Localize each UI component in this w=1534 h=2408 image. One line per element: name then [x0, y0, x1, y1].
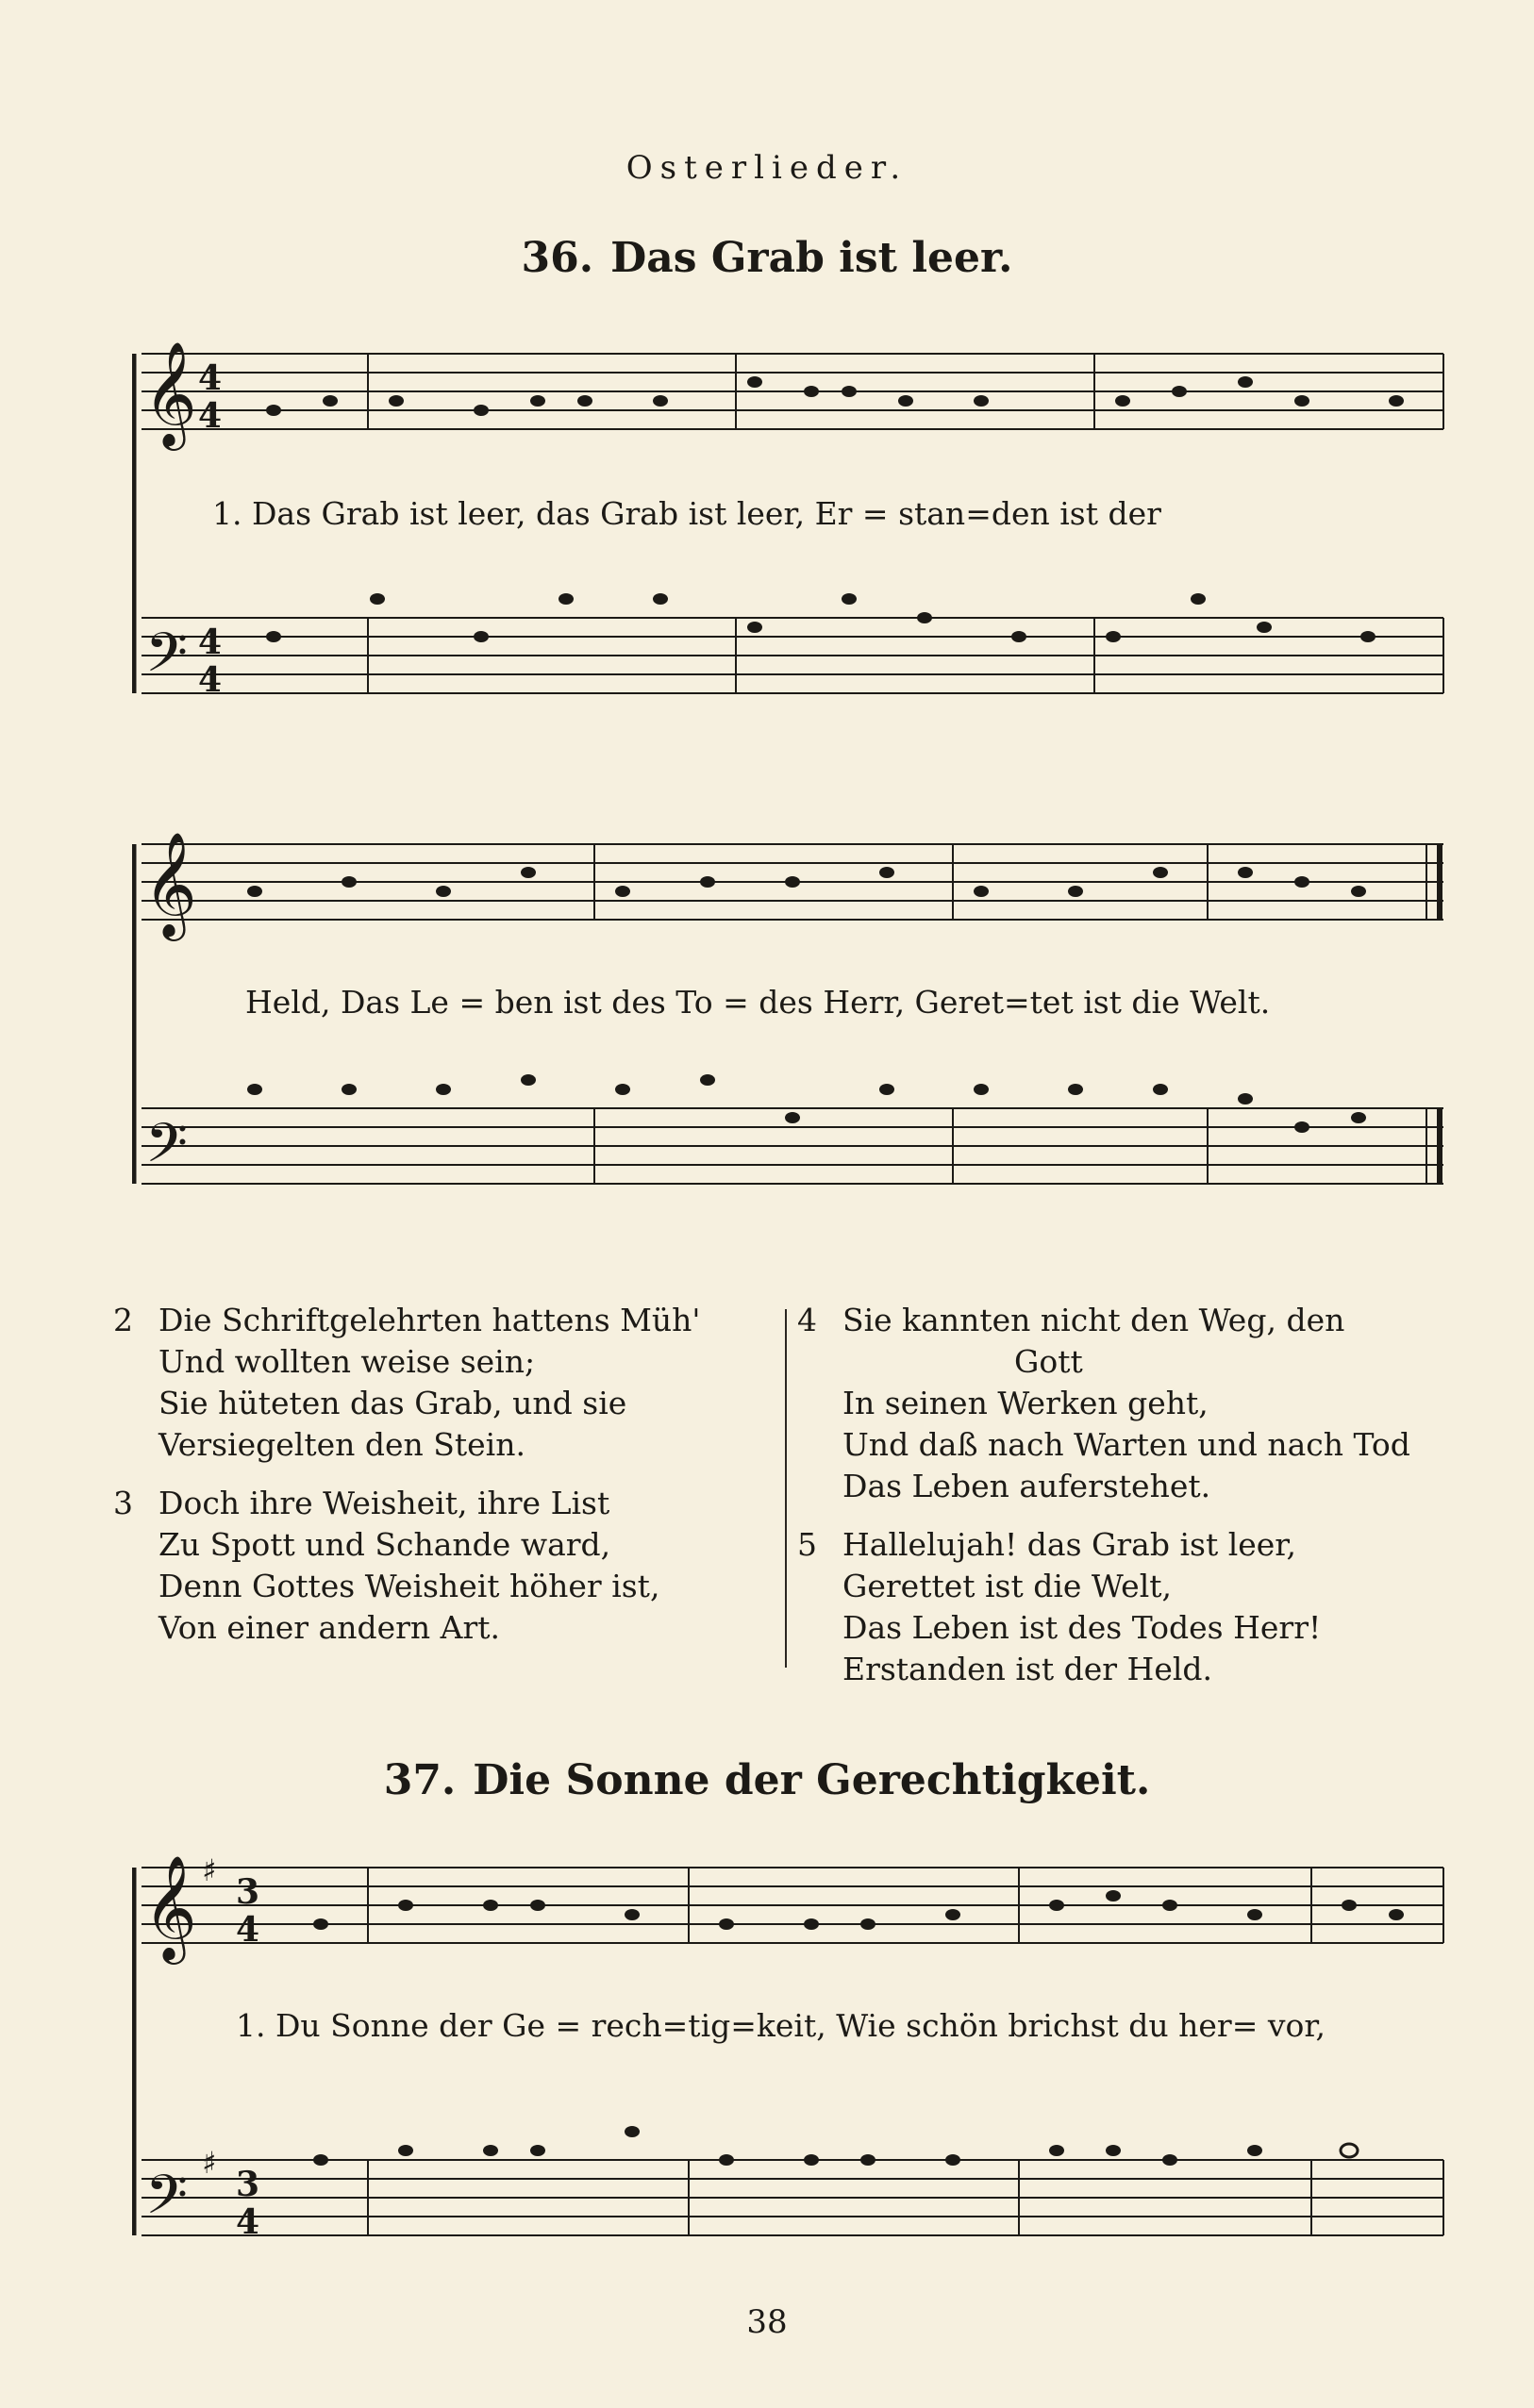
svg-text:𝄢: 𝄢 — [145, 621, 189, 698]
hymn-37-system-1 — [132, 1839, 1453, 2254]
stanza-5-line-4: Erstanden ist der Held. — [842, 1651, 1213, 1687]
hymn-36-system-2 — [132, 816, 1453, 1212]
svg-text:𝄢: 𝄢 — [145, 2163, 189, 2240]
hymn-37-system-1-score — [132, 1839, 1453, 2254]
hymn-36-system-1 — [132, 325, 1453, 722]
svg-text:4: 4 — [236, 1910, 260, 1950]
stanza-4 — [797, 1300, 1458, 1507]
stanza-3-line-2: Zu Spott und Schande ward, — [158, 1526, 611, 1563]
hymn-36-lyrics-line-2: Held, Das Le = ben ist des To = des Herr, Geret=tet ist die Welt. — [245, 984, 1271, 1021]
hymn-36-lyrics-line-1: 1. Das Grab ist leer, das Grab ist leer, Er = stan=den ist der — [212, 495, 1161, 532]
hymn-36-title-text: Das Grab ist leer. — [610, 234, 1013, 282]
stanza-column-divider — [785, 1309, 787, 1668]
stanza-5-line-3: Das Leben ist des Todes Herr! — [842, 1609, 1322, 1646]
hymn-37-title-text: Die Sonne der Gerechtigkeit. — [473, 1756, 1151, 1804]
svg-text:3: 3 — [236, 1872, 260, 1912]
stanza-4-line-3: In seinen Werken geht, — [842, 1385, 1209, 1421]
hymn-36-number: 36. — [521, 234, 594, 282]
svg-text:𝄞: 𝄞 — [143, 831, 197, 937]
hymn-36-stanzas — [113, 1300, 1453, 1687]
stanza-5-number: 5 — [797, 1526, 817, 1563]
stanza-5-line-2: Gerettet ist die Welt, — [842, 1568, 1172, 1604]
stanza-5 — [797, 1524, 1458, 1690]
stanza-2-line-2: Und wollten weise sein; — [158, 1343, 536, 1380]
svg-text:3: 3 — [236, 2165, 260, 2204]
stanza-2-number: 2 — [113, 1302, 133, 1338]
stanza-2-line-1: Die Schriftgelehrten hattens Müh' — [158, 1302, 701, 1338]
svg-text:𝄞: 𝄞 — [143, 1854, 197, 1960]
page-number: 38 — [746, 2303, 788, 2341]
stanza-4-line-1: Sie kannten nicht den Weg, den — [842, 1302, 1345, 1338]
svg-text:4: 4 — [236, 2202, 260, 2242]
stanza-5-line-1: Hallelujah! das Grab ist leer, — [842, 1526, 1296, 1563]
stanza-4-line-5: Das Leben auferstehet. — [842, 1468, 1211, 1504]
stanza-4-line-4: Und daß nach Warten und nach Tod — [842, 1426, 1410, 1463]
stanza-4-number: 4 — [797, 1302, 817, 1338]
stanza-3-line-1: Doch ihre Weisheit, ihre List — [158, 1485, 610, 1521]
section-header: Osterlieder. — [625, 149, 909, 187]
stanza-2-line-3: Sie hüteten das Grab, und sie — [158, 1385, 627, 1421]
hymn-36-title — [0, 234, 1534, 282]
hymn-37-lyrics-line-1: 1. Du Sonne der Ge = rech=tig=keit, Wie schön brichst du her= vor, — [236, 2007, 1326, 2044]
stanza-3-line-3: Denn Gottes Weisheit höher ist, — [158, 1568, 660, 1604]
stanza-2 — [113, 1300, 774, 1466]
stanza-4-line-2: Gott — [1014, 1343, 1083, 1380]
svg-text:𝄢: 𝄢 — [145, 1111, 189, 1188]
stanza-3 — [113, 1483, 774, 1649]
hymn-37-title — [0, 1756, 1534, 1804]
svg-text:♯: ♯ — [202, 2145, 217, 2181]
stanza-2-line-4: Versiegelten den Stein. — [158, 1426, 525, 1463]
svg-text:𝄞: 𝄞 — [143, 340, 197, 446]
stanza-3-number: 3 — [113, 1485, 133, 1521]
stanzas-right-column — [797, 1300, 1458, 1707]
svg-text:4: 4 — [198, 358, 223, 398]
stanzas-left-column — [113, 1300, 774, 1666]
stanza-3-line-4: Von einer andern Art. — [158, 1609, 501, 1646]
svg-text:4: 4 — [198, 396, 223, 436]
hymn-37-number: 37. — [383, 1756, 457, 1804]
svg-text:4: 4 — [198, 623, 223, 662]
svg-text:♯: ♯ — [202, 1852, 217, 1888]
svg-text:4: 4 — [198, 660, 223, 700]
